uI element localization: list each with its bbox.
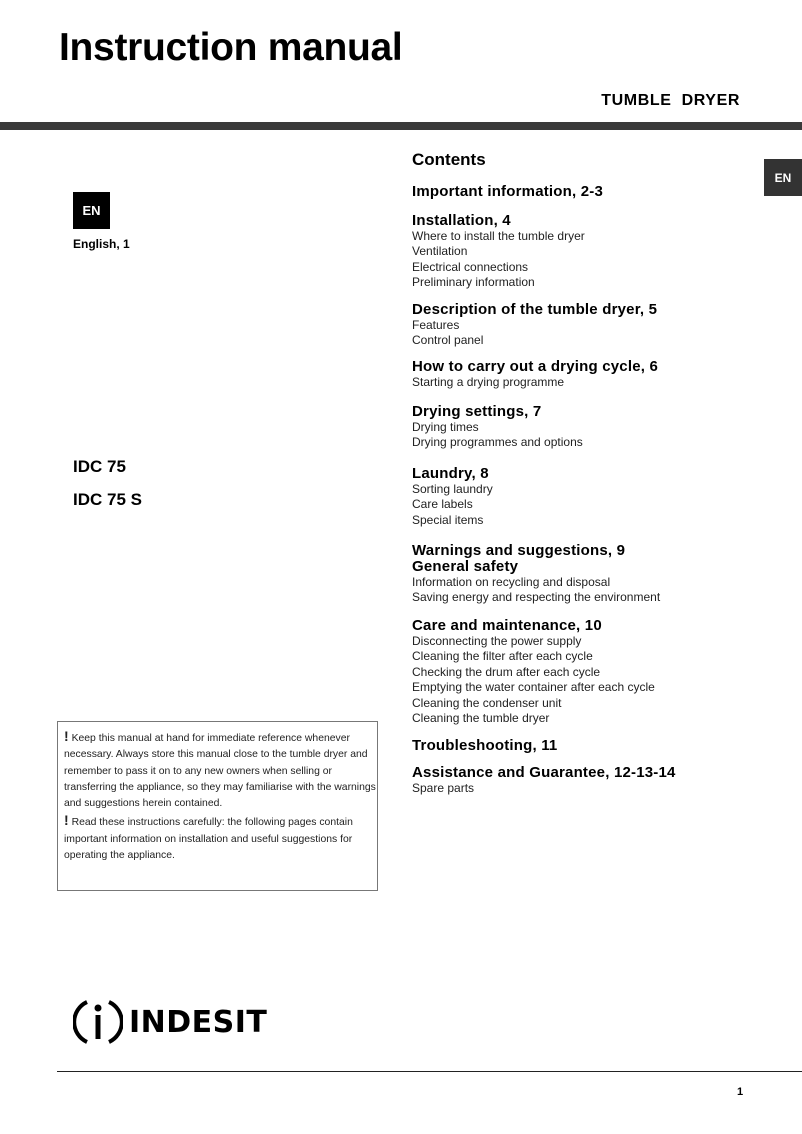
section-item: Special items [412, 512, 484, 527]
section-item: Features [412, 318, 460, 332]
contents-section [412, 543, 660, 606]
section-item: Sorting laundry [412, 482, 493, 496]
footer-divider [57, 1071, 802, 1072]
section-item: Where to install the tumble dryer [412, 229, 585, 243]
header-divider [0, 122, 802, 130]
section-heading: Warnings and suggestions, 9 [412, 542, 626, 559]
notice-text: Read these instructions carefully: the following pages contain important information on installation and useful suggestions for operating the appliance. [64, 817, 353, 862]
section-item: Emptying the water container after each cycle [412, 680, 655, 695]
contents-section [412, 765, 676, 796]
section-item: Disconnecting the power supply [412, 634, 582, 648]
brand-name: INDESIT [129, 1004, 268, 1040]
language-tab: EN [764, 159, 802, 196]
contents-section [412, 738, 557, 754]
section-heading: Care and maintenance, 10 [412, 617, 602, 634]
section-heading: Drying settings, 7 [412, 403, 542, 420]
section-item: Care labels [412, 497, 473, 512]
section-heading: Description of the tumble dryer, 5 [412, 301, 658, 318]
section-heading: How to carry out a drying cycle, 6 [412, 358, 659, 375]
section-item: Ventilation [412, 244, 468, 259]
section-item: Information on recycling and disposal [412, 575, 611, 589]
contents-section [412, 404, 583, 451]
section-item: Electrical connections [412, 259, 529, 274]
contents-section [412, 302, 657, 349]
section-heading: Laundry, 8 [412, 465, 489, 482]
contents-section [412, 466, 493, 528]
section-item: Checking the drum after each cycle [412, 664, 601, 679]
notice-box [57, 721, 378, 891]
section-item: Cleaning the filter after each cycle [412, 649, 593, 664]
language-label: English, 1 [73, 237, 130, 251]
product-type: TUMBLE DRYER [601, 92, 740, 109]
section-item: Control panel [412, 333, 484, 348]
section-heading: Troubleshooting, 11 [412, 737, 558, 754]
section-item: Cleaning the condenser unit [412, 695, 562, 710]
model-name: IDC 75 S [73, 490, 142, 509]
section-item: Starting a drying programme [412, 375, 565, 389]
page-title: Instruction manual [59, 26, 403, 69]
section-item: Spare parts [412, 781, 475, 795]
contents-section [412, 213, 585, 291]
contents-section [412, 184, 603, 200]
warning-mark-icon: ! [64, 728, 69, 744]
contents-section [412, 618, 655, 726]
section-item: Drying times [412, 420, 479, 434]
notice-text: Keep this manual at hand for immediate reference whenever necessary. Always store this manual close to the tumble dryer and remember to pass it on to any new owners when selling or transferring the appliance, so they may familiarise with the warnings and suggestions herein contained. [64, 733, 376, 810]
contents-section [412, 359, 658, 390]
brand-logo [73, 998, 267, 1046]
section-item: Drying programmes and options [412, 435, 583, 450]
section-heading: Assistance and Guarantee, 12-13-14 [412, 764, 676, 781]
section-heading: Installation, 4 [412, 212, 511, 229]
indesit-logo-icon [73, 998, 123, 1046]
warning-mark-icon: ! [64, 812, 69, 829]
section-item: Saving energy and respecting the environment [412, 590, 661, 605]
model-name: IDC 75 [73, 457, 126, 476]
page-number: 1 [737, 1086, 744, 1098]
contents-title: Contents [412, 150, 486, 169]
section-item: Cleaning the tumble dryer [412, 711, 550, 726]
section-item: Preliminary information [412, 275, 535, 290]
section-heading: Important information, 2-3 [412, 183, 604, 200]
language-badge: EN [73, 192, 110, 229]
section-heading: General safety [412, 558, 519, 575]
